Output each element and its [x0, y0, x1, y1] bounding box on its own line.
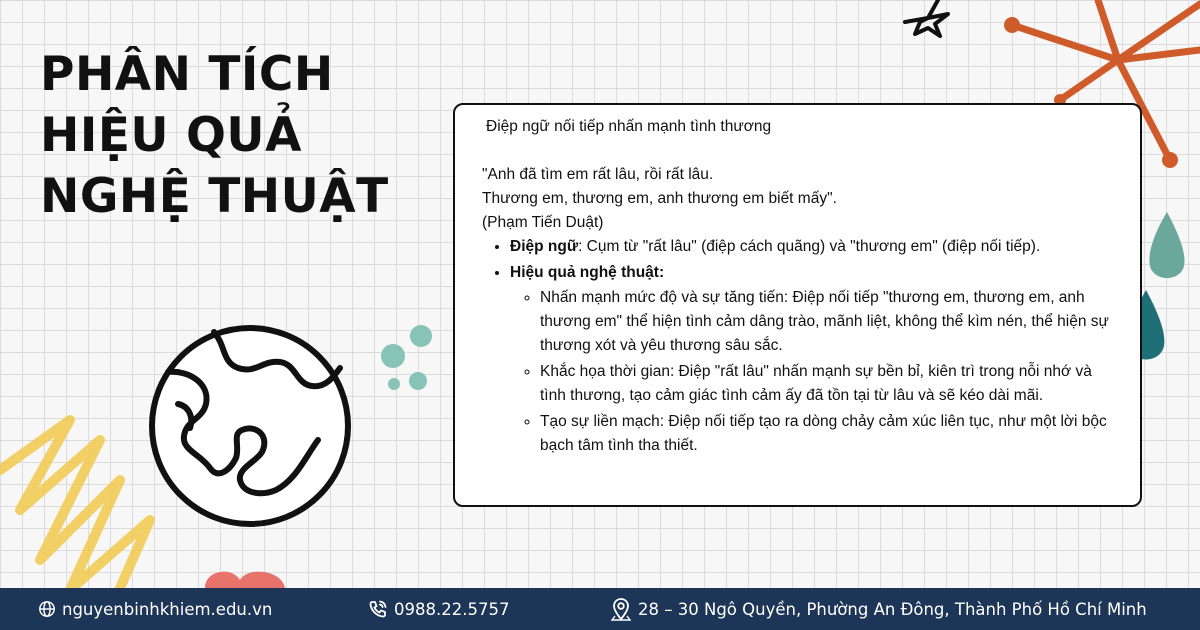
- quote-line-1: "Anh đã tìm em rất lâu, rồi rất lâu.: [482, 166, 714, 183]
- teal-dots: [381, 325, 432, 390]
- location-pin-icon: [610, 597, 632, 621]
- title-line-1: PHÂN TÍCH: [40, 47, 334, 102]
- content-card: [453, 103, 1142, 507]
- salmon-heart: [205, 572, 285, 588]
- bullet-label: Điệp ngữ: [510, 238, 579, 255]
- earth-illustration: [152, 328, 348, 524]
- bullet-text: : Cụm từ "rất lâu" (điệp cách quãng) và "thương em" (điệp nối tiếp).: [578, 238, 1041, 255]
- footer-address: [610, 588, 1147, 630]
- yellow-scribble: [0, 420, 150, 590]
- page-title: [40, 44, 389, 227]
- quote-source: (Phạm Tiến Duật): [482, 214, 604, 231]
- phone-icon: [368, 599, 388, 619]
- globe-icon: [38, 600, 56, 618]
- teal-drop-large: [1149, 212, 1184, 278]
- address-text: 28 – 30 Ngô Quyền, Phường An Đông, Thành Phố Hồ Chí Minh: [638, 599, 1147, 619]
- star-doodle: [905, 0, 948, 36]
- bullet-list: [482, 235, 1114, 458]
- phone-text[interactable]: 0988.22.5757: [394, 599, 510, 619]
- title-line-2: HIỆU QUẢ: [40, 108, 302, 163]
- sub-bullet-item: ◦ Tạo sự liền mạch: Điệp nối tiếp tạo ra dòng chảy cảm xúc liên tục, như một lời bộc bạch tâm tình tha thiết.: [540, 410, 1114, 458]
- bullet-diep-ngu: [510, 235, 1114, 259]
- sub-bullet-list: [510, 286, 1114, 458]
- footer-bar: [0, 588, 1200, 630]
- footer-phone[interactable]: [368, 588, 509, 630]
- card-heading: Điệp ngữ nối tiếp nhấn mạnh tình thương: [486, 118, 772, 135]
- title-line-3: NGHỆ THUẬT: [40, 169, 389, 224]
- bullet-hieu-qua: [510, 261, 1114, 458]
- website-text[interactable]: nguyenbinhkhiem.edu.vn: [62, 599, 273, 619]
- bullet-label: Hiệu quả nghệ thuật:: [510, 264, 665, 281]
- sub-bullet-item: ◦ Nhấn mạnh mức độ và sự tăng tiến: Điệp nối tiếp "thương em, thương em, anh thương em" thể hiện tình cảm dâng trào, mãnh liệt, không thể kìm nén, thể hiện sự thương xót và yêu thương sâu sắc.: [540, 286, 1114, 358]
- sub-bullet-item: ◦ Khắc họa thời gian: Điệp "rất lâu" nhấn mạnh sự bền bỉ, kiên trì trong nỗi nhớ và tình thương, tạo cảm giác tình cảm ấy đã tồn tại từ lâu và sẽ kéo dài mãi.: [540, 360, 1114, 408]
- quote-line-2: Thương em, thương em, anh thương em biết mấy".: [482, 190, 837, 207]
- footer-website[interactable]: [38, 588, 272, 630]
